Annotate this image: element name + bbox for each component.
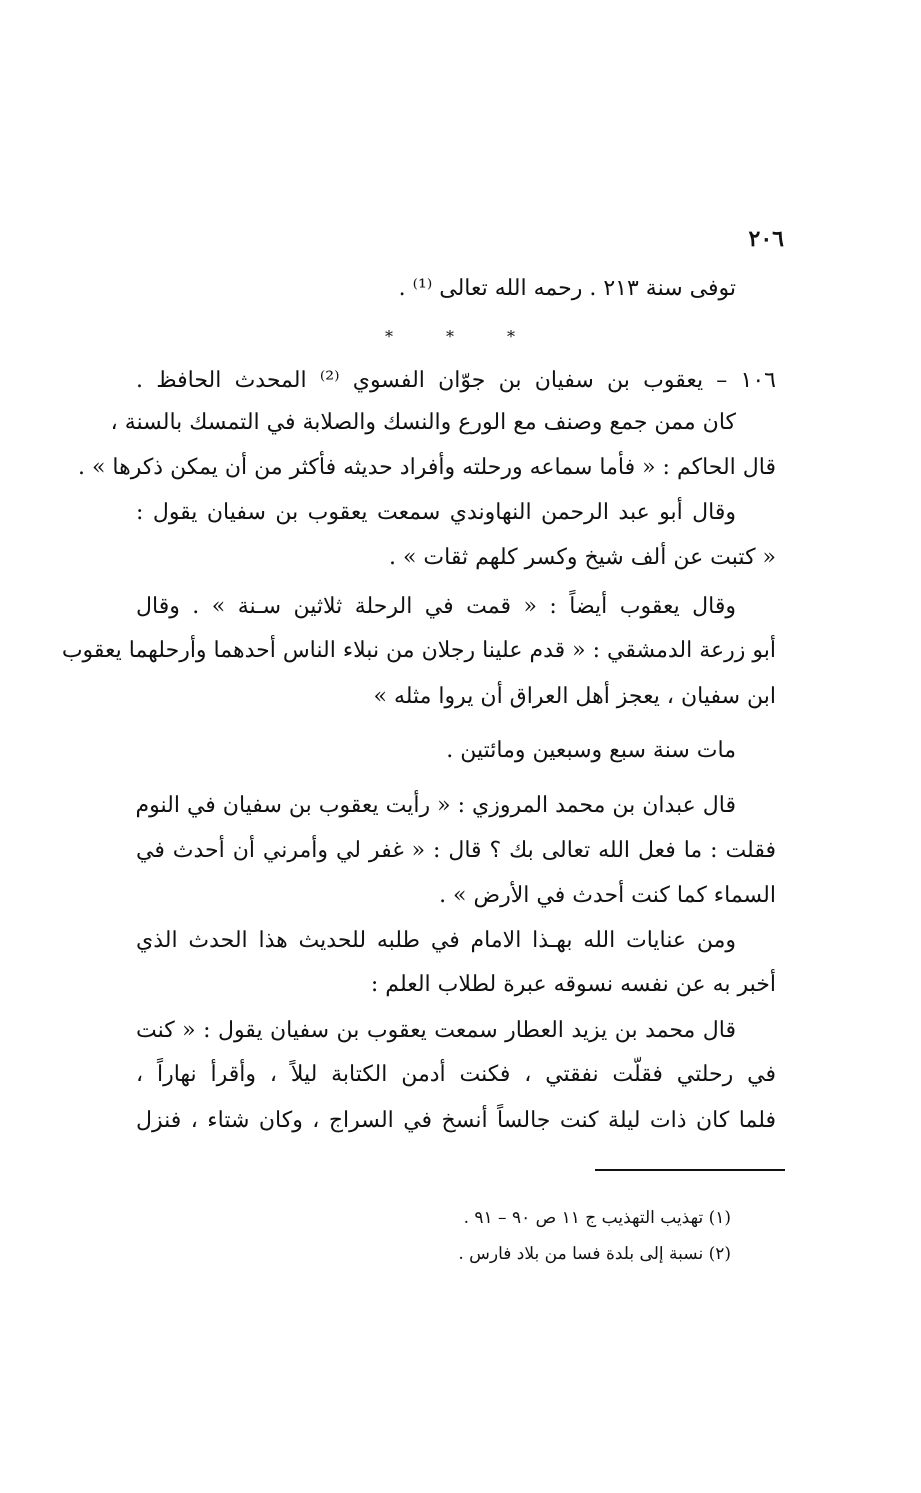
text-line: قال عبدان بن محمد المروزي : « رأيت يعقوب بن سفيان في النوم [135,793,736,818]
text-line: قال محمد بن يزيد العطار سمعت يعقوب بن سفيان يقول : « كنت [136,1018,736,1043]
separator-star: * [507,327,515,346]
footnote-divider [595,1169,785,1171]
text-line: « كتبت عن ألف شيخ وكسر كلهم ثقات » . [388,545,776,570]
text-line: أخبر به عن نفسه نسوقه عبرة لطلاب العلم : [370,972,776,997]
text-line: ابن سفيان ، يعجز أهل العراق أن يروا مثله » [373,684,776,709]
text-line: كان ممن جمع وصنف مع الورع والنسك والصلابة في التمسك بالسنة ، [110,410,736,435]
text-line: السماء كما كنت أحدث في الأرض » . [439,883,776,908]
page-number: ٢٠٦ [748,226,784,252]
text-line: فلما كان ذات ليلة كنت جالساً أنسخ في السراج ، وكان شتاء ، فنزل [136,1108,776,1133]
footnote: (٢) نسبة إلى بلدة فسا من بلاد فارس . [458,1244,731,1264]
separator-star: * [385,327,393,346]
text-line: في رحلتي فقلّت نفقتي ، فكنت أدمن الكتابة ليلاً ، وأقرأ نهاراً ، [136,1062,776,1087]
text-line: توفى سنة ٢١٣ . رحمه الله تعالى ⁽¹⁾ . [398,276,736,301]
text-line: وقال يعقوب أيضاً : « قمت في الرحلة ثلاثين سـنة » . وقال [136,594,736,619]
text-line: مات سنة سبع وسبعين ومائتين . [446,738,736,763]
text-line: قال الحاكم : « فأما سماعه ورحلته وأفراد حديثه فأكثر من أن يمكن ذكرها » . [77,455,776,480]
text-line: فقلت : ما فعل الله تعالى بك ؟ قال : « غفر لي وأمرني أن أحدث في [136,838,776,863]
separator-star: * [446,327,454,346]
entry-heading: ١٠٦ – يعقوب بن سفيان بن جوّان الفسوي ⁽²⁾ المحدث الحافظ . [136,368,776,393]
text-line: ومن عنايات الله بهـذا الامام في طلبه للحديث هذا الحدث الذي [136,928,736,953]
footnote: (١) تهذيب التهذيب ج ١١ ص ٩٠ – ٩١ . [463,1208,731,1228]
section-separator [385,327,515,346]
text-line: وقال أبو عبد الرحمن النهاوندي سمعت يعقوب بن سفيان يقول : [136,500,736,525]
text-line: أبو زرعة الدمشقي : « قدم علينا رجلان من نبلاء الناس أحدهما وأرحلهما يعقوب [61,638,776,663]
